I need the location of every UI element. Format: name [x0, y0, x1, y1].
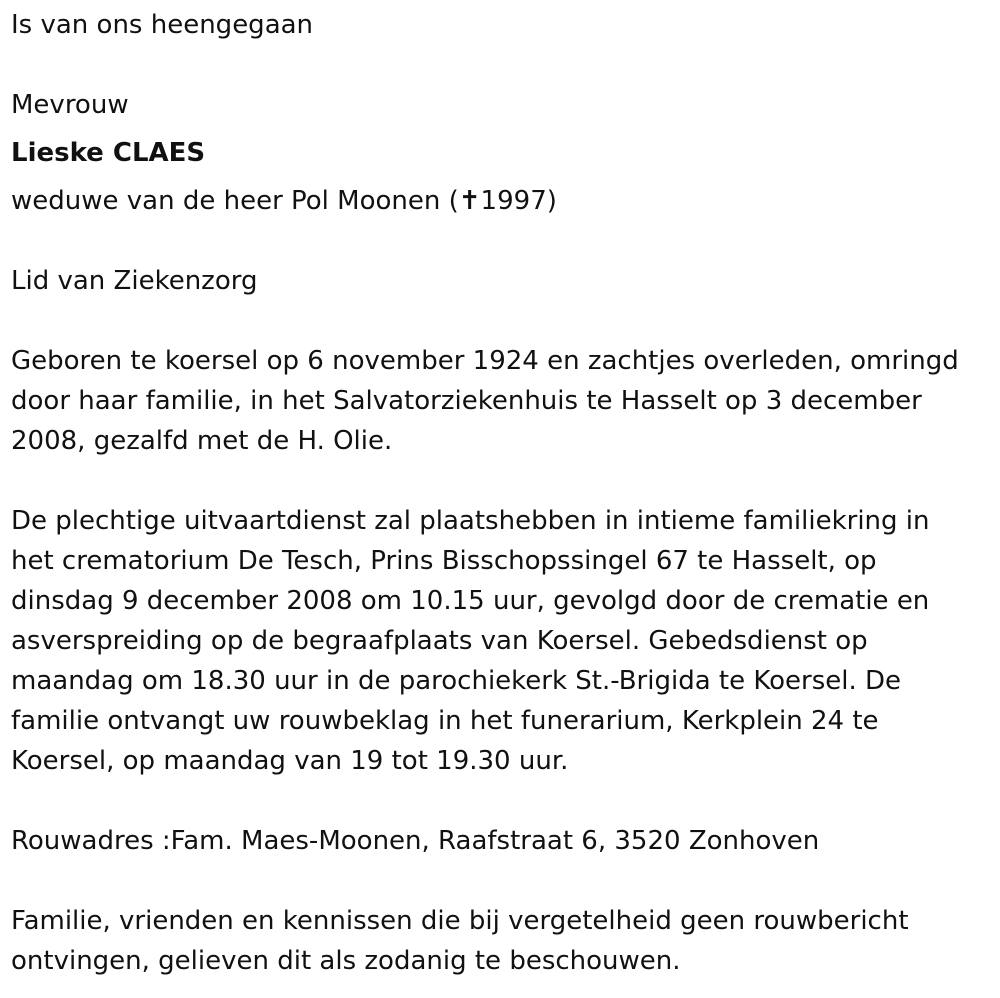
- funeral-paragraph: [11, 501, 991, 781]
- spacer: [11, 45, 991, 85]
- birth-death-paragraph: [11, 341, 991, 461]
- paragraph-line: dinsdag 9 december 2008 om 10.15 uur, gevolgd door de crematie en: [11, 586, 930, 616]
- paragraph-line: 2008, gezalfd met de H. Olie.: [11, 426, 393, 456]
- paragraph-line: het crematorium De Tesch, Prins Bisschopssingel 67 te Hasselt, op: [11, 546, 877, 576]
- intro-line: Is van ons heengegaan: [11, 10, 314, 40]
- spacer: [11, 861, 991, 901]
- obituary-notice: [11, 5, 991, 981]
- paragraph-line: Koersel, op maandag van 19 tot 19.30 uur.: [11, 746, 569, 776]
- paragraph-line: Geboren te koersel op 6 november 1924 en zachtjes overleden, omringd: [11, 346, 959, 376]
- closing-paragraph: [11, 901, 991, 981]
- spacer: [11, 781, 991, 821]
- spacer: [11, 221, 991, 261]
- paragraph-line: familie ontvangt uw rouwbeklag in het funerarium, Kerkplein 24 te: [11, 706, 879, 736]
- paragraph-line: Familie, vrienden en kennissen die bij vergetelheid geen rouwbericht: [11, 906, 909, 936]
- mourning-address: Rouwadres :Fam. Maes-Moonen, Raafstraat 6, 3520 Zonhoven: [11, 826, 820, 856]
- spouse-line: weduwe van de heer Pol Moonen (✝1997): [11, 186, 557, 216]
- paragraph-line: door haar familie, in het Salvatorziekenhuis te Hasselt op 3 december: [11, 386, 922, 416]
- paragraph-line: asverspreiding op de begraafplaats van Koersel. Gebedsdienst op: [11, 626, 868, 656]
- spacer: [11, 301, 991, 341]
- spacer: [11, 125, 991, 133]
- paragraph-line: ontvingen, gelieven dit als zodanig te beschouwen.: [11, 946, 681, 976]
- deceased-name: Lieske CLAES: [11, 138, 206, 168]
- paragraph-line: maandag om 18.30 uur in de parochiekerk St.-Brigida te Koersel. De: [11, 666, 902, 696]
- paragraph-line: De plechtige uitvaartdienst zal plaatshebben in intieme familiekring in: [11, 506, 930, 536]
- membership-line: Lid van Ziekenzorg: [11, 266, 258, 296]
- salutation: Mevrouw: [11, 90, 129, 120]
- spacer: [11, 461, 991, 501]
- spacer: [11, 173, 991, 181]
